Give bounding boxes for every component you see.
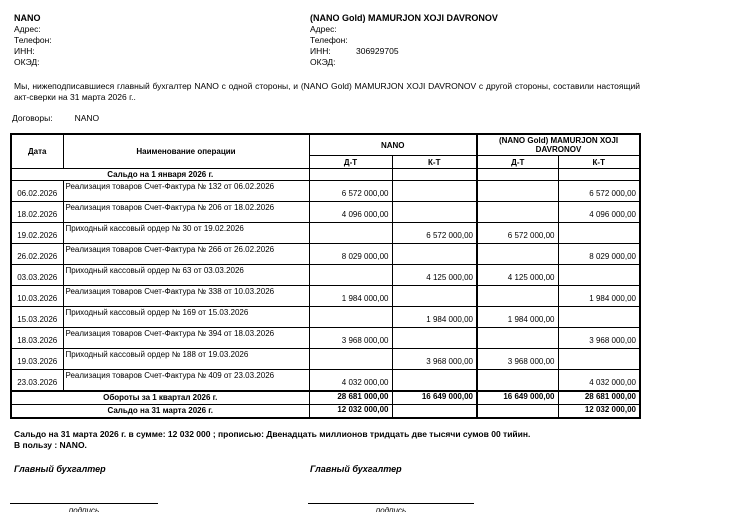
party-name-right: (NANO Gold) MAMURJON XOJI DAVRONOV bbox=[310, 13, 498, 23]
left-debit-cell: 1 984 000,00 bbox=[309, 286, 392, 307]
right-debit-cell bbox=[477, 286, 558, 307]
header-credit-right: К-Т bbox=[558, 156, 640, 169]
opening-balance-row bbox=[11, 169, 640, 181]
operation-cell: Реализация товаров Счет-Фактура № 338 от 10.03.2026 bbox=[63, 286, 309, 307]
closing-balance-label: Сальдо на 31 марта 2026 г. bbox=[11, 404, 309, 418]
closing-summary-text: Сальдо на 31 марта 2026 г. в сумме: 12 032 000 ; прописью: Двенадцать миллионов тридцать две тысячи сумов 00 тийин. bbox=[14, 429, 531, 439]
operation-cell: Приходный кассовый ордер № 30 от 19.02.2026 bbox=[63, 223, 309, 244]
table-row bbox=[11, 223, 640, 244]
closing-right-debit bbox=[477, 404, 558, 418]
closing-left-credit bbox=[392, 404, 477, 418]
date-cell: 15.03.2026 bbox=[11, 307, 63, 328]
left-debit-cell: 8 029 000,00 bbox=[309, 244, 392, 265]
right-credit-cell bbox=[558, 349, 640, 370]
date-cell: 18.03.2026 bbox=[11, 328, 63, 349]
right-credit-cell: 4 032 000,00 bbox=[558, 370, 640, 391]
date-cell: 18.02.2026 bbox=[11, 202, 63, 223]
contracts-label: Договоры: bbox=[12, 113, 53, 123]
right-debit-cell bbox=[477, 181, 558, 202]
right-debit-cell bbox=[477, 328, 558, 349]
right-credit-cell bbox=[558, 265, 640, 286]
table-row bbox=[11, 349, 640, 370]
left-credit-cell: 4 125 000,00 bbox=[392, 265, 477, 286]
right-debit-cell: 1 984 000,00 bbox=[477, 307, 558, 328]
right-debit-cell bbox=[477, 370, 558, 391]
right-credit-cell bbox=[558, 223, 640, 244]
right-debit-cell: 3 968 000,00 bbox=[477, 349, 558, 370]
left-credit-cell bbox=[392, 244, 477, 265]
left-credit-cell bbox=[392, 181, 477, 202]
left-credit-cell: 3 968 000,00 bbox=[392, 349, 477, 370]
closing-left-debit: 12 032 000,00 bbox=[309, 404, 392, 418]
operation-cell: Приходный кассовый ордер № 63 от 03.03.2026 bbox=[63, 265, 309, 286]
intro-paragraph bbox=[14, 81, 640, 103]
accountant-title-right: Главный бухгалтер bbox=[310, 464, 402, 474]
left-debit-cell bbox=[309, 265, 392, 286]
right-credit-cell: 4 096 000,00 bbox=[558, 202, 640, 223]
right-debit-cell: 6 572 000,00 bbox=[477, 223, 558, 244]
left-credit-cell bbox=[392, 202, 477, 223]
signature-line-left bbox=[10, 503, 158, 504]
right-debit-cell bbox=[477, 202, 558, 223]
left-credit-cell bbox=[392, 286, 477, 307]
header-left-company: NANO bbox=[309, 134, 477, 156]
oked-label: ОКЭД: bbox=[310, 57, 336, 67]
in-favor-text: В пользу : NANO. bbox=[14, 440, 87, 450]
inn-value: 306929705 bbox=[356, 46, 399, 56]
signature-line-right bbox=[308, 503, 474, 504]
date-cell: 06.02.2026 bbox=[11, 181, 63, 202]
turnover-label: Обороты за 1 квартал 2026 г. bbox=[11, 391, 309, 405]
header-debit-right: Д-Т bbox=[477, 156, 558, 169]
intro-line-1: Мы, нижеподписавшиеся главный бухгалтер NANO с одной стороны, и (NANO Gold) MAMURJON XOJI DAVRONOV с другой стороны, составили настоящий bbox=[14, 81, 640, 91]
contracts-value: NANO bbox=[74, 113, 100, 123]
left-credit-cell bbox=[392, 370, 477, 391]
header-date: Дата bbox=[11, 134, 63, 169]
table-row bbox=[11, 286, 640, 307]
date-cell: 10.03.2026 bbox=[11, 286, 63, 307]
opening-right-debit bbox=[477, 169, 558, 181]
table-row bbox=[11, 370, 640, 391]
party-block-right bbox=[310, 13, 640, 68]
right-debit-cell: 4 125 000,00 bbox=[477, 265, 558, 286]
operation-cell: Реализация товаров Счет-Фактура № 266 от 26.02.2026 bbox=[63, 244, 309, 265]
right-credit-cell: 8 029 000,00 bbox=[558, 244, 640, 265]
opening-left-credit bbox=[392, 169, 477, 181]
contracts-line bbox=[12, 113, 99, 123]
left-debit-cell: 6 572 000,00 bbox=[309, 181, 392, 202]
header-operation: Наименование операции bbox=[63, 134, 309, 169]
party-block-left bbox=[14, 13, 304, 68]
right-credit-cell: 3 968 000,00 bbox=[558, 328, 640, 349]
operation-cell: Реализация товаров Счет-Фактура № 206 от 18.02.2026 bbox=[63, 202, 309, 223]
table-row bbox=[11, 244, 640, 265]
right-credit-cell bbox=[558, 307, 640, 328]
turnover-left-debit: 28 681 000,00 bbox=[309, 391, 392, 405]
inn-label: ИНН: bbox=[14, 46, 35, 56]
closing-right-credit: 12 032 000,00 bbox=[558, 404, 640, 418]
date-cell: 19.03.2026 bbox=[11, 349, 63, 370]
phone-label: Телефон: bbox=[310, 35, 348, 45]
table-row bbox=[11, 265, 640, 286]
left-debit-cell bbox=[309, 307, 392, 328]
table-header-row bbox=[11, 134, 640, 156]
turnover-right-debit: 16 649 000,00 bbox=[477, 391, 558, 405]
operation-cell: Реализация товаров Счет-Фактура № 132 от 06.02.2026 bbox=[63, 181, 309, 202]
phone-label: Телефон: bbox=[14, 35, 52, 45]
intro-line-2: акт-сверки на 31 марта 2026 г.. bbox=[14, 92, 136, 102]
table-row bbox=[11, 328, 640, 349]
inn-label: ИНН: bbox=[310, 46, 331, 56]
date-cell: 26.02.2026 bbox=[11, 244, 63, 265]
turnover-row bbox=[11, 391, 640, 405]
left-debit-cell bbox=[309, 223, 392, 244]
accountant-title-left: Главный бухгалтер bbox=[14, 464, 106, 474]
signature-caption-left: подпись bbox=[68, 506, 100, 512]
operation-cell: Реализация товаров Счет-Фактура № 409 от 23.03.2026 bbox=[63, 370, 309, 391]
date-cell: 19.02.2026 bbox=[11, 223, 63, 244]
closing-balance-row bbox=[11, 404, 640, 418]
left-credit-cell: 6 572 000,00 bbox=[392, 223, 477, 244]
opening-left-debit bbox=[309, 169, 392, 181]
right-debit-cell bbox=[477, 244, 558, 265]
header-credit-left: К-Т bbox=[392, 156, 477, 169]
address-label: Адрес: bbox=[310, 24, 337, 34]
date-cell: 23.03.2026 bbox=[11, 370, 63, 391]
turnover-left-credit: 16 649 000,00 bbox=[392, 391, 477, 405]
left-credit-cell bbox=[392, 328, 477, 349]
left-debit-cell bbox=[309, 349, 392, 370]
right-credit-cell: 1 984 000,00 bbox=[558, 286, 640, 307]
address-label: Адрес: bbox=[14, 24, 41, 34]
left-debit-cell: 3 968 000,00 bbox=[309, 328, 392, 349]
opening-balance-label: Сальдо на 1 января 2026 г. bbox=[11, 169, 309, 181]
left-debit-cell: 4 032 000,00 bbox=[309, 370, 392, 391]
left-debit-cell: 4 096 000,00 bbox=[309, 202, 392, 223]
operation-cell: Реализация товаров Счет-Фактура № 394 от 18.03.2026 bbox=[63, 328, 309, 349]
turnover-right-credit: 28 681 000,00 bbox=[558, 391, 640, 405]
reconciliation-table bbox=[10, 133, 641, 419]
signature-caption-right: подпись bbox=[375, 506, 407, 512]
right-credit-cell: 6 572 000,00 bbox=[558, 181, 640, 202]
oked-label: ОКЭД: bbox=[14, 57, 40, 67]
date-cell: 03.03.2026 bbox=[11, 265, 63, 286]
table-row bbox=[11, 307, 640, 328]
operation-cell: Приходный кассовый ордер № 188 от 19.03.2026 bbox=[63, 349, 309, 370]
header-right-company: (NANO Gold) MAMURJON XOJI DAVRONOV bbox=[477, 134, 640, 156]
operation-cell: Приходный кассовый ордер № 169 от 15.03.2026 bbox=[63, 307, 309, 328]
left-credit-cell: 1 984 000,00 bbox=[392, 307, 477, 328]
header-debit-left: Д-Т bbox=[309, 156, 392, 169]
opening-right-credit bbox=[558, 169, 640, 181]
table-row bbox=[11, 181, 640, 202]
table-row bbox=[11, 202, 640, 223]
party-name-left: NANO bbox=[14, 13, 41, 23]
